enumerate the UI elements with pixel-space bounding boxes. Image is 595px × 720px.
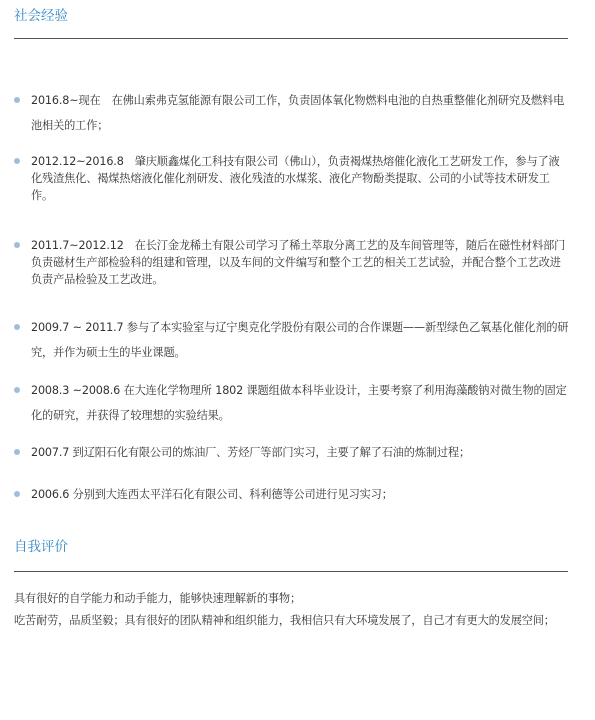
self-evaluation-line: 吃苦耐劳，品质坚毅；具有很好的团队精神和组织能力，我相信只有大环境发展了，自己才有更大的发展空间； bbox=[14, 614, 555, 627]
section-title-self-evaluation: 自我评价 bbox=[14, 539, 68, 555]
bullet-icon bbox=[14, 242, 20, 248]
bullet-icon bbox=[14, 97, 20, 103]
list-item bbox=[14, 482, 570, 507]
list-item bbox=[14, 378, 570, 428]
section-divider-experience bbox=[14, 38, 568, 39]
list-item bbox=[14, 315, 570, 365]
list-item-text: 2007.7 到辽阳石化有限公司的炼油厂、芳烃厂等部门实习，主要了解了石油的炼制过程； bbox=[31, 446, 471, 459]
section-divider-self-evaluation bbox=[14, 571, 568, 572]
list-item bbox=[14, 237, 570, 288]
bullet-icon bbox=[14, 387, 20, 393]
list-item-text: 2006.6 分别到大连西太平洋石化有限公司、科利德等公司进行见习实习； bbox=[31, 488, 393, 501]
bullet-icon bbox=[14, 324, 20, 330]
bullet-icon bbox=[14, 158, 20, 164]
list-item-text: 2012.12~2016.8 肇庆顺鑫煤化工科技有限公司（佛山），负责褐煤热熔催化液化工艺研发工作，参与了液化残渣焦化、褐煤热熔液化催化剂研发、液化残渣的水煤浆、液化产物酚类提取、公司的小试等技术研发工作。 bbox=[31, 155, 560, 202]
list-item-text: 2016.8~现在 在佛山索弗克氢能源有限公司工作，负责固体氧化物燃料电池的自热重整催化剂研究及燃料电池相关的工作； bbox=[31, 94, 565, 132]
section-title-experience: 社会经验 bbox=[14, 8, 68, 24]
list-item bbox=[14, 153, 570, 204]
self-evaluation-line: 具有很好的自学能力和动手能力，能够快速理解新的事物； bbox=[14, 592, 301, 605]
list-item bbox=[14, 88, 570, 138]
list-item bbox=[14, 440, 570, 465]
list-item-text: 2009.7 ~ 2011.7 参与了本实验室与辽宁奥克化学股份有限公司的合作课题——新型绿色乙氧基化催化剂的研究，并作为硕士生的毕业课题。 bbox=[31, 321, 569, 359]
list-item-text: 2008.3 ~2008.6 在大连化学物理所 1802 课题组做本科毕业设计，主要考察了利用海藻酸钠对微生物的固定化的研究，并获得了较理想的实验结果。 bbox=[31, 384, 567, 422]
list-item-text: 2011.7~2012.12 在长汀金龙稀土有限公司学习了稀土萃取分离工艺的及车间管理等，随后在磁性材料部门负责磁材生产部检验科的组建和管理，以及车间的文件编写和整个工艺的相关工艺试验，并配合整个工艺改进负责产品检验及工艺改进。 bbox=[31, 239, 566, 286]
bullet-icon bbox=[14, 449, 20, 455]
bullet-icon bbox=[14, 491, 20, 497]
